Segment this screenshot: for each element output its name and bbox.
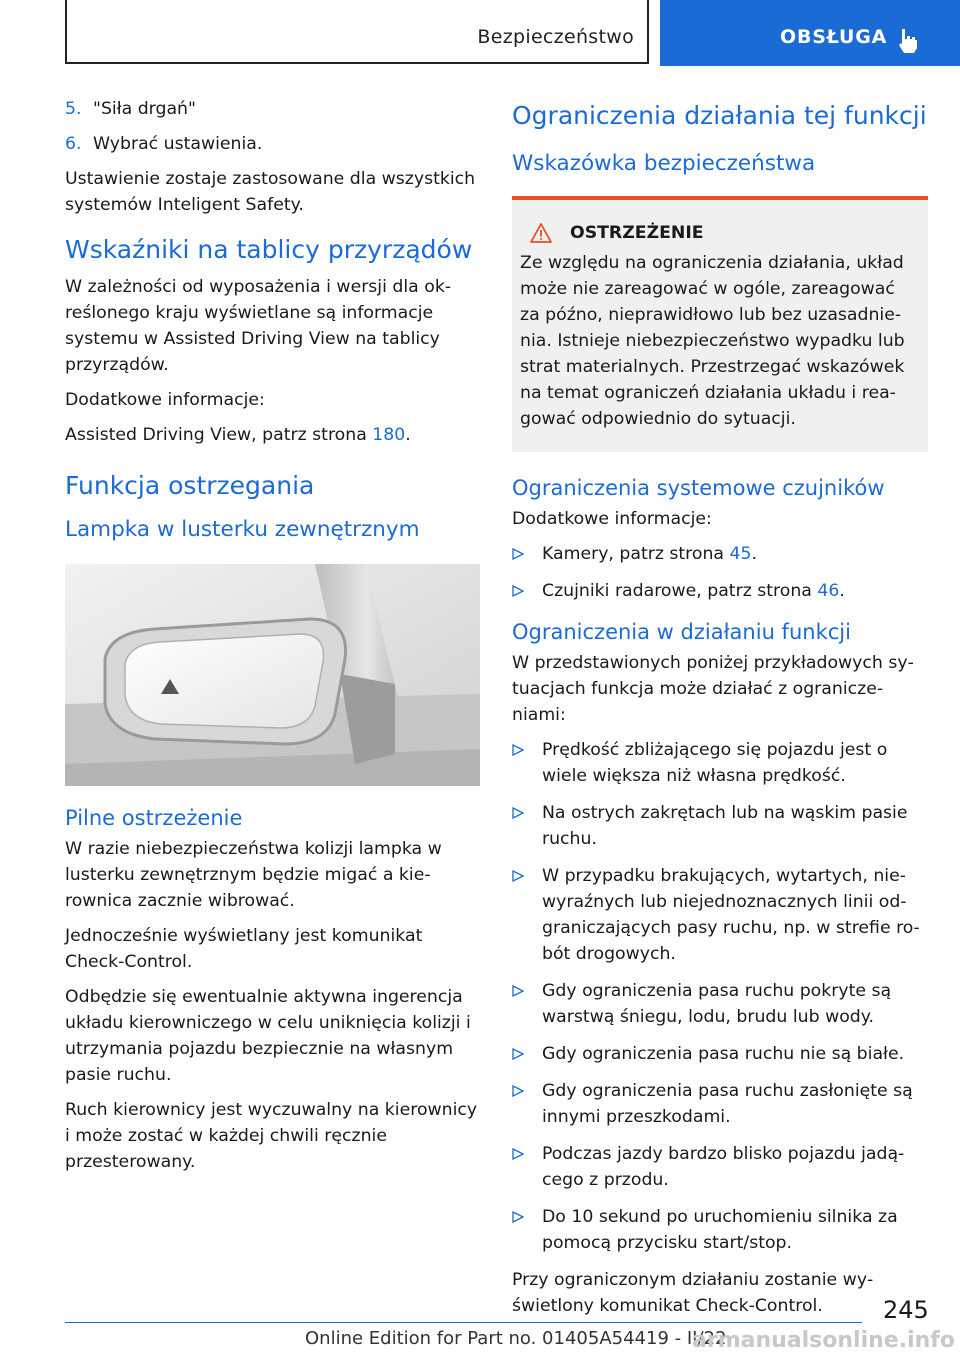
side-mirror-image [65,564,480,786]
list-item [512,978,928,1030]
warning-text: Ze względu na ograniczenia działania, układ może nie zareagować w ogóle, zareagować za późno, nieprawidłowo lub bez uzasadnienia. Istnieje niebezpieczeństwo wypadku lub strat materialnych. Przestrzegać wskazówek na temat ograniczeń działania układu i reagować odpowiednio do sytuacji. [520,253,905,429]
text: Assisted Driving View, patrz strona [65,425,373,445]
subheading: Pilne ostrzeżenie [65,806,243,830]
step-text: Wybrać ustawienia. [93,134,263,154]
list-item [512,737,928,789]
paragraph [65,422,480,448]
subheading: Ograniczenia systemowe czujników [512,476,885,500]
heading: Funkcja ostrzegania [65,471,315,500]
subheading: Wskazówka bezpieczeństwa [512,151,816,176]
triangle-bullet-icon [512,870,524,882]
text: . [839,581,845,601]
paragraph: W przedstawionych poniżej przykładowych sytuacjach funkcja może działać z ograniczeniami: [512,653,914,725]
list-item [512,1204,928,1256]
warning-title [520,220,916,246]
edition-label: Online Edition for Part no. 01405A54419 - II/22 [305,1328,727,1349]
watermark: armanualsonline.info [692,1328,955,1353]
triangle-bullet-icon [512,548,524,560]
footer-divider [65,1322,862,1323]
page-link[interactable]: 46 [817,581,840,601]
section-title: Bezpieczeństwo [477,26,634,48]
text: Gdy ograniczenia pasa ruchu nie są białe. [542,1044,905,1064]
text: W przypadku brakujących, wytartych, niewyraźnych lub niejednoznacznych linii odgraniczających pasy ruchu, np. w strefie robót drogowych. [542,866,920,964]
list-item [65,96,480,122]
list-item [512,800,928,852]
heading: Wskaźniki na tablicy przyrządów [65,235,473,264]
left-column [65,96,480,1184]
subheading: Lampka w lusterku zewnętrznym [65,517,420,542]
text: Gdy ograniczenia pasa ruchu zasłonięte są innymi przeszkodami. [542,1081,913,1127]
subheading: Ograniczenia w działaniu funkcji [512,620,851,644]
paragraph: Odbędzie się ewentualnie aktywna ingerencja układu kierowniczego w celu uniknięcia kolizji i utrzymania pojazdu bezpiecznie na własnym pasie ruchu. [65,987,471,1085]
page-link[interactable]: 180 [372,425,406,445]
triangle-bullet-icon [512,807,524,819]
paragraph: Jednocześnie wyświetlany jest komunikat Check-Control. [65,926,423,972]
triangle-bullet-icon [512,1048,524,1060]
text: Prędkość zbliżającego się pojazdu jest o wiele większa niż własna prędkość. [542,740,888,786]
step-text: "Siła drgań" [93,99,196,119]
list-item [512,1041,928,1067]
text: . [405,425,411,445]
list-item [512,863,928,967]
right-column [512,96,928,1328]
paragraph: Dodatkowe informacje: [512,509,712,529]
text: Kamery, patrz strona [542,544,730,564]
text: Gdy ograniczenia pasa ruchu pokryte są warstwą śniegu, lodu, brudu lub wody. [542,981,892,1027]
step-number: 5. [65,99,82,119]
tab-obsluga[interactable] [660,0,960,66]
text: Czujniki radarowe, patrz strona [542,581,818,601]
hand-pointer-icon [894,26,922,54]
list-item [512,1078,928,1130]
list-item [512,1141,928,1193]
triangle-bullet-icon [512,1211,524,1223]
list-item [65,131,480,157]
page-link[interactable]: 45 [729,544,752,564]
mirror-illustration [65,564,480,786]
list-item [512,541,928,567]
page-number: 245 [883,1296,929,1324]
text: Do 10 sekund po uruchomieniu silnika za pomocą przycisku start/stop. [542,1207,898,1253]
header-divider [65,0,67,64]
paragraph: Ustawienie zostaje zastosowane dla wszystkich systemów Inteligent Safety. [65,169,476,215]
paragraph: Dodatkowe informacje: [65,390,265,410]
warning-label: OSTRZEŻENIE [570,223,704,243]
triangle-bullet-icon [512,744,524,756]
triangle-bullet-icon [512,585,524,597]
paragraph: W zależności od wyposażenia i wersji dla określonego kraju wyświetlane są informacje systemu w Assisted Driving View na tablicy przyrządów. [65,277,452,375]
page-header [0,0,960,64]
triangle-bullet-icon [512,1148,524,1160]
text: Na ostrych zakrętach lub na wąskim pasie ruchu. [542,803,908,849]
triangle-bullet-icon [512,985,524,997]
warning-box [512,196,928,452]
tab-label: OBSŁUGA [780,26,888,48]
list-item [512,578,928,604]
step-number: 6. [65,134,82,154]
heading: Ograniczenia działania tej funkcji [512,101,927,130]
warning-triangle-icon [530,223,552,243]
paragraph: Ruch kierownicy jest wyczuwalny na kierownicy i może zostać w każdej chwili ręcznie przesterowany. [65,1100,478,1172]
triangle-bullet-icon [512,1085,524,1097]
text: Podczas jazdy bardzo blisko pojazdu jadącego z przodu. [542,1144,905,1190]
paragraph: W razie niebezpieczeństwa kolizji lampka w lusterku zewnętrznym będzie migać a kierownica zacznie wibrować. [65,839,442,911]
text: . [751,544,758,564]
header-divider [65,62,649,64]
paragraph: Przy ograniczonym działaniu zostanie wyświetlony komunikat Check-Control. [512,1270,874,1316]
header-divider [647,0,649,64]
